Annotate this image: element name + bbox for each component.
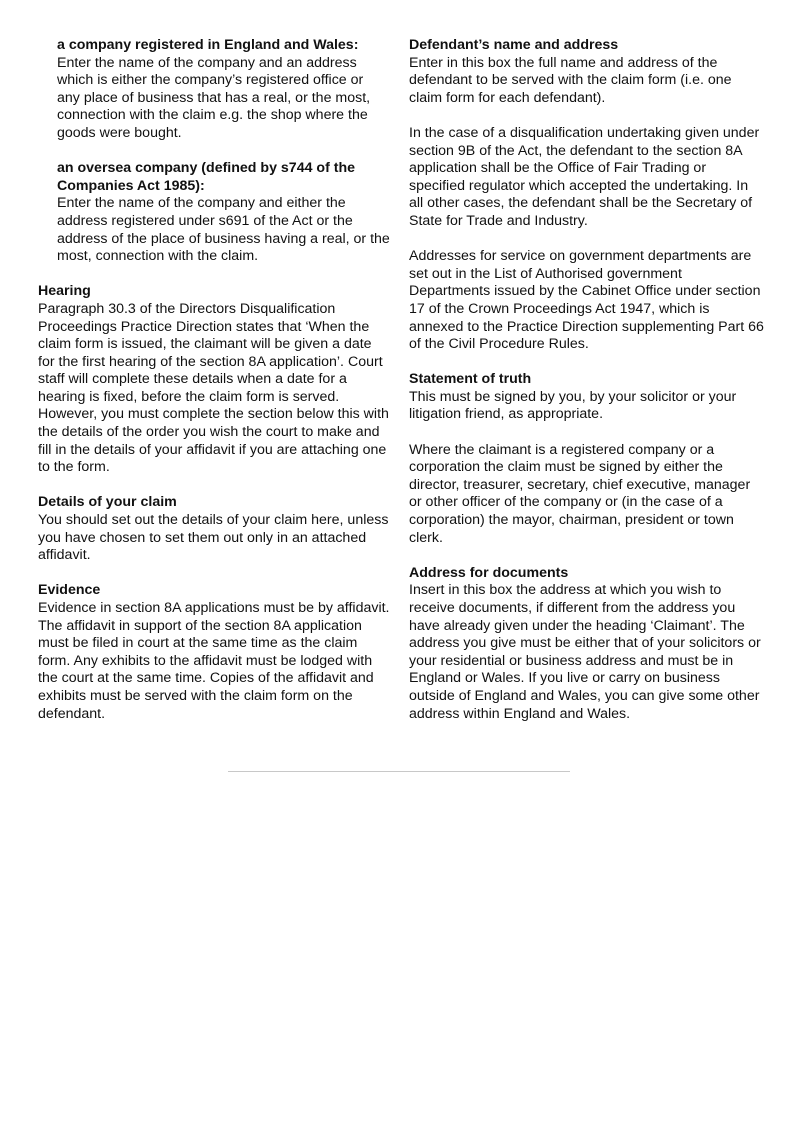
oversea-text: Enter the name of the company and either the address registered under s691 of the Act or the address of the place of business having a real, or the most, connection with the claim.: [57, 195, 390, 265]
left-column: [38, 37, 390, 723]
defendant-section: [409, 37, 765, 107]
oversea-section: [57, 160, 390, 266]
disqualification-text: In the case of a disqualification undertaking given under section 9B of the Act, the defendant to the section 8A application shall be the Office of Fair Trading or specified regulator which accepted the undertaking. In all other cases, the defendant shall be the Secretary of State for Trade and Industry.: [409, 124, 760, 229]
company-section: [57, 37, 390, 143]
company-text: Enter the name of the company and an address which is either the company’s registered office or any place of business that has a real, or the most, connection with the claim e.g. the shop where the goods were bought.: [57, 54, 371, 141]
details-text: You should set out the details of your claim here, unless you have chosen to set them out only in an attached affidavit.: [38, 512, 389, 564]
hearing-heading: Hearing: [38, 283, 91, 300]
company-heading: a company registered in England and Wales:: [57, 37, 359, 53]
right-column: [409, 37, 765, 723]
details-section: [38, 494, 390, 564]
evidence-section: [38, 582, 390, 723]
truth-section: [409, 371, 765, 424]
addresses-text: Addresses for service on government departments are set out in the List of Authorised government Departments issued by the Cabinet Office under section 17 of the Crown Proceedings Act 1947, which is annexed to the Practice Direction supplementing Part 66 of the Civil Procedure Rules.: [409, 248, 764, 353]
oversea-heading: an oversea company (defined by s744 of the Companies Act 1985):: [57, 160, 356, 194]
address-docs-section: [409, 565, 765, 723]
details-heading: Details of your claim: [38, 494, 177, 511]
truth-text: This must be signed by you, by your solicitor or your litigation friend, as appropriate.: [409, 388, 737, 423]
hearing-section: [38, 283, 390, 477]
address-docs-heading: Address for documents: [409, 564, 569, 581]
defendant-heading: Defendant’s name and address: [409, 37, 619, 53]
hearing-text: Paragraph 30.3 of the Directors Disqualification Proceedings Practice Direction states that ‘When the claim form is issued, the claimant will be given a date for the first hearing of the section 8A application’. Court staff will complete these details when a date for a hearing is fixed, before the claim form is served. However, you must complete the section below this with the details of the order you wish the court to make and fill in the details of your affidavit if you are attaching one to the form.: [38, 300, 389, 476]
truth-heading: Statement of truth: [409, 371, 532, 388]
defendant-text: Enter in this box the full name and address of the defendant to be served with the claim form (i.e. one claim form for each defendant).: [409, 54, 732, 106]
evidence-text: Evidence in section 8A applications must be by affidavit. The affidavit in support of the section 8A application must be filed in court at the same time as the claim form. Any exhibits to the affidavit must be lodged with the court at the same time. Copies of the affidavit and exhibits must be served with the claim form on the defendant.: [38, 600, 390, 722]
company-sign-text: Where the claimant is a registered company or a corporation the claim must be signed by either the director, treasurer, secretary, chief executive, manager or other officer of the company or (in the case of a corporation) the mayor, chairman, president or town clerk.: [409, 441, 751, 546]
evidence-heading: Evidence: [38, 582, 101, 599]
divider: [228, 771, 570, 772]
address-docs-text: Insert in this box the address at which you wish to receive documents, if different from the address you have already given under the heading ‘Claimant’. The address you give must be either that of your solicitors or your residential or business address and must be in England or Wales. If you live or carry on business outside of England and Wales, you can give some other address within England and Wales.: [409, 582, 761, 722]
